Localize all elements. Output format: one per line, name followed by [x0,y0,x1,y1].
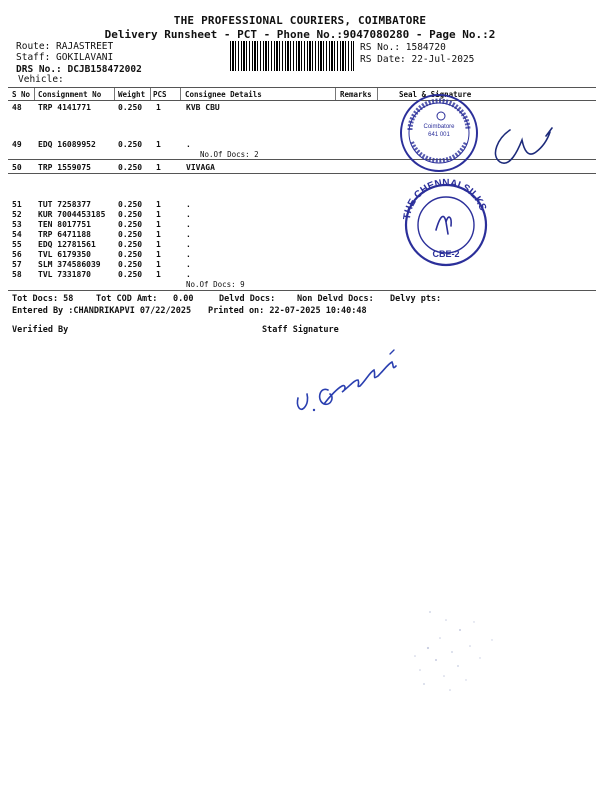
row-sno: 48 [12,103,22,112]
row-consignment: TRP 6471188 [38,230,91,239]
row-weight: 0.250 [118,260,143,269]
seal-city-text: Coimbatore [423,124,455,130]
row-sno: 53 [12,220,22,229]
row-sno: 57 [12,260,22,269]
staff-handwritten-signature [290,340,420,430]
row-sno: 52 [12,210,22,219]
row-weight: 0.250 [118,230,143,239]
verified-by-label: Verified By [12,325,69,335]
row-consignment: TUT 7258377 [38,200,91,209]
row-pcs: 1 [156,210,161,219]
row-weight: 0.250 [118,210,143,219]
col-header-weight: Weight [118,90,146,99]
row-sno: 51 [12,200,22,209]
staff-label: Staff: GOKILAVANI [16,52,114,63]
row-consignment: TRP 1559075 [38,163,91,172]
staff-signature-label: Staff Signature [262,325,339,335]
row-consignee: . [186,230,191,239]
row-pcs: 1 [156,230,161,239]
col-header-seal-signature: Seal & Signature [399,90,472,99]
row-consignee: . [186,270,191,279]
row-weight: 0.250 [118,220,143,229]
row-weight: 0.250 [118,103,143,112]
col-header-pcs: PCS [153,90,167,99]
document-subtitle: Delivery Runsheet - PCT - Phone No.:9047080280 - Page No.:2 [104,28,496,41]
row-consignment: KUR 7004453185 [38,210,106,219]
row-pcs: 1 [156,240,161,249]
delivery-points-label: Delvy pts: [390,294,442,304]
col-header-consignment: Consignment No [38,90,102,99]
col-divider [335,88,336,100]
row-pcs: 1 [156,140,161,149]
row-pcs: 1 [156,103,161,112]
docs-count-note: No.Of Docs: 9 [186,280,245,289]
col-divider [34,88,35,100]
route-label: Route: RAJASTREET [16,41,114,52]
col-divider [377,88,378,100]
receiver-signature [488,110,558,180]
vehicle-label: Vehicle: [18,74,64,85]
table-top-rule [8,87,596,88]
row-sno: 58 [12,270,22,279]
row-pcs: 1 [156,270,161,279]
stamp-branch-code: CBE-2 [432,249,460,259]
row-pcs: 1 [156,260,161,269]
table-header-rule [8,100,596,101]
rs-date: RS Date: 22-Jul-2025 [360,54,475,65]
row-consignee: . [186,260,191,269]
seal-pin-text: 641 001 [428,132,450,138]
company-seal-stamp [396,90,482,176]
row-weight: 0.250 [118,200,143,209]
row-sno: 50 [12,163,22,172]
table-bottom-rule [8,290,596,291]
total-cod-label: Tot COD Amt: [96,294,158,304]
drs-number: DRS No.: DCJB158472002 [16,64,142,75]
row-consignee: . [186,140,191,149]
row-consignment: SLM 374586039 [38,260,101,269]
row-weight: 0.250 [118,250,143,259]
row-consignment: EDQ 12781561 [38,240,96,249]
row-pcs: 1 [156,250,161,259]
scan-noise [400,600,520,700]
row-consignee: . [186,220,191,229]
non-delivered-docs-label: Non Delvd Docs: [297,294,374,304]
entered-by: Entered By :CHANDRIKAPVI 07/22/2025 [12,306,192,316]
row-pcs: 1 [156,200,161,209]
row-consignment: TEN 8017751 [38,220,91,229]
row-sno: 49 [12,140,22,149]
col-header-remarks: Remarks [340,90,372,99]
row-consignment: EDQ 16089952 [38,140,96,149]
row-consignment: TVL 7331870 [38,270,91,279]
chennai-silks-stamp [396,178,496,270]
row-sno: 55 [12,240,22,249]
row-pcs: 1 [156,163,161,172]
col-divider [150,88,151,100]
row-weight: 0.250 [118,163,143,172]
stamp-company-name: THE CHENNAI SILKS [401,178,489,221]
total-cod-value: 0.00 [173,294,194,304]
row-consignee: . [186,200,191,209]
docs-count-note: No.Of Docs: 2 [200,150,259,159]
row-consignee: . [186,240,191,249]
row-sno: 54 [12,230,22,239]
total-docs: Tot Docs: 58 [12,294,74,304]
barcode-image [230,41,354,71]
row-consignee: . [186,210,191,219]
row-consignment: TVL 6179350 [38,250,91,259]
row-sno: 56 [12,250,22,259]
col-header-consignee: Consignee Details [185,90,262,99]
row-pcs: 1 [156,220,161,229]
row-consignee: VIVAGA [186,163,215,172]
delivered-docs-label: Delvd Docs: [219,294,276,304]
row-weight: 0.250 [118,270,143,279]
row-consignee: . [186,250,191,259]
rs-number: RS No.: 1584720 [360,42,446,53]
document-title: THE PROFESSIONAL COURIERS, COIMBATORE [173,14,427,27]
col-divider [114,88,115,100]
col-header-sno: S No [12,90,31,99]
row-consignee: KVB CBU [186,103,220,112]
row-consignment: TRP 4141771 [38,103,91,112]
svg-text:THE CHENNAI SILKS [402,178,488,220]
row-weight: 0.250 [118,240,143,249]
row-weight: 0.250 [118,140,143,149]
col-divider [180,88,181,100]
printed-on: Printed on: 22-07-2025 10:40:48 [208,306,367,316]
